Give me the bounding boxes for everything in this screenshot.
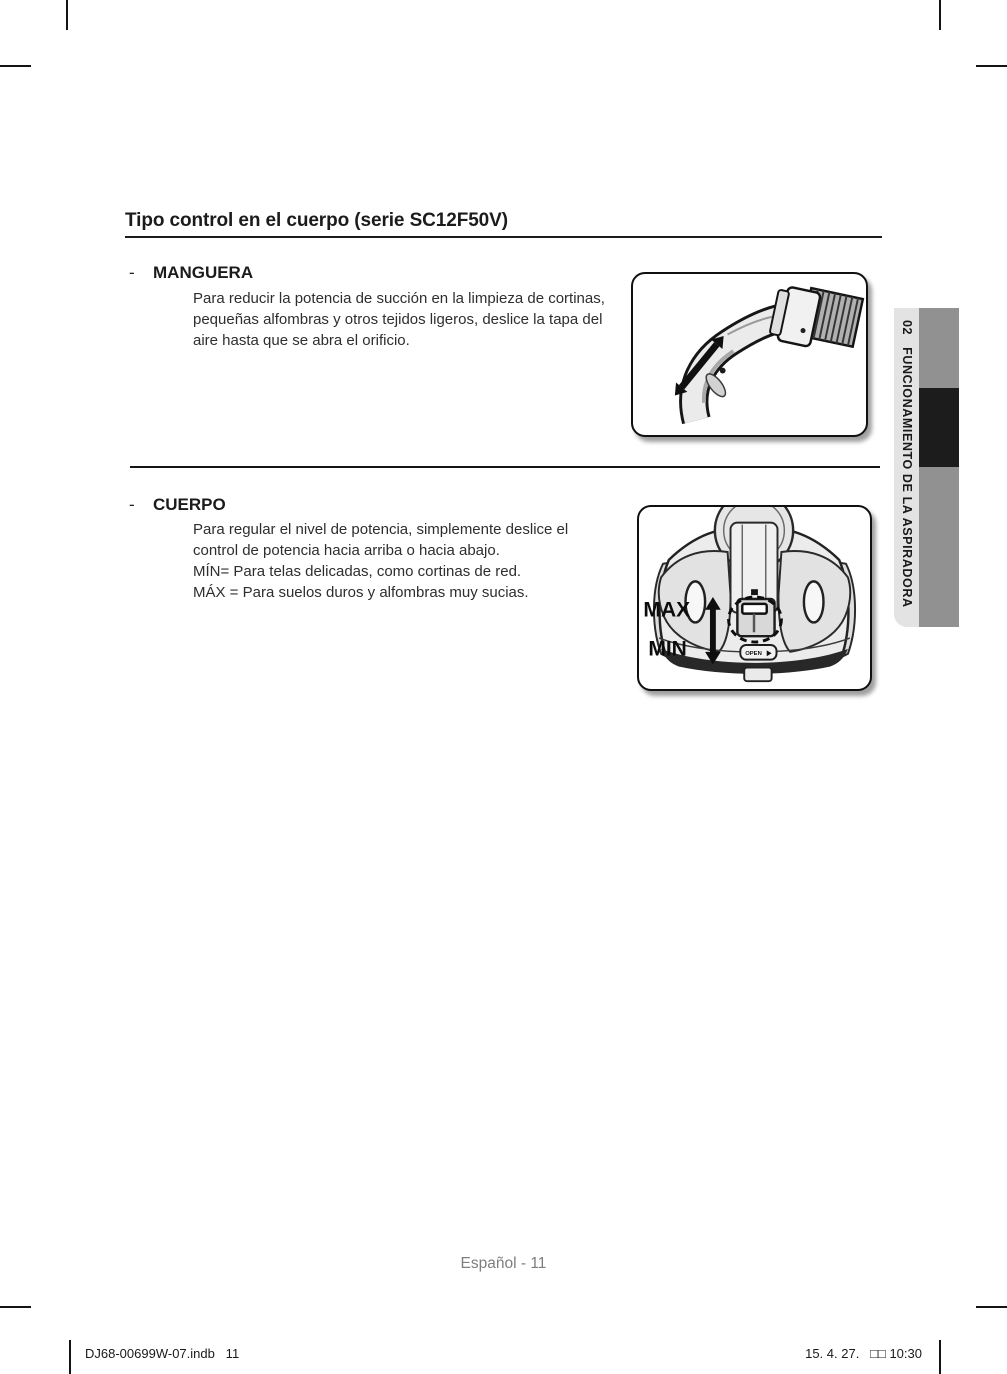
hose-figure xyxy=(631,272,868,437)
section-heading-label: CUERPO xyxy=(153,495,226,514)
bullet-dash: - xyxy=(129,495,135,514)
print-footer-right-bar xyxy=(939,1340,941,1374)
crop-mark-bottom-right-horizontal xyxy=(976,1306,1007,1308)
chapter-strip xyxy=(919,308,959,627)
crop-mark-top-right-vertical xyxy=(939,0,941,30)
crop-mark-top-left-vertical xyxy=(66,0,68,30)
chapter-strip-black-block xyxy=(919,388,959,467)
body-figure xyxy=(637,505,872,691)
section-heading-cuerpo xyxy=(129,495,226,515)
vacuum-body-illustration xyxy=(639,507,870,689)
cuerpo-min-line: MÍN= Para telas delicadas, como cortinas de red. xyxy=(193,563,522,580)
chapter-number: 02 xyxy=(900,320,914,336)
section-manguera-paragraph: Para reducir la potencia de succión en la limpieza de cortinas, pequeñas alfombras y otros tejidos ligeros, deslice la tapa del aire hasta que se abra el orificio. xyxy=(193,290,605,349)
print-timestamp-label: 15. 4. 27. □□ 10:30 xyxy=(805,1346,922,1361)
title-underline xyxy=(125,236,882,238)
print-footer-left-bar xyxy=(69,1340,71,1374)
open-latch xyxy=(740,645,776,660)
crop-mark-top-right-horizontal xyxy=(976,65,1007,67)
section-cuerpo-text xyxy=(193,519,611,603)
section-heading-manguera xyxy=(129,263,253,283)
section-heading-label: MANGUERA xyxy=(153,263,254,282)
page-title: Tipo control en el cuerpo (serie SC12F50V) xyxy=(125,210,508,231)
cuerpo-max-line: MÁX = Para suelos duros y alfombras muy sucias. xyxy=(193,584,529,601)
chapter-tab xyxy=(894,308,919,627)
section-divider xyxy=(130,466,880,468)
crop-mark-bottom-left-horizontal xyxy=(0,1306,31,1308)
power-control-slider xyxy=(737,599,774,636)
print-file-label: DJ68-00699W-07.indb 11 xyxy=(85,1346,240,1361)
hose-illustration xyxy=(633,274,866,435)
bullet-dash: - xyxy=(129,263,135,282)
cuerpo-paragraph: Para regular el nivel de potencia, simplemente deslice el control de potencia hacia arriba o hacia abajo. xyxy=(193,521,569,559)
crop-mark-top-left-horizontal xyxy=(0,65,31,67)
min-label: MIN xyxy=(648,637,687,661)
open-label: OPEN xyxy=(745,651,762,658)
chapter-title: FUNCIONAMIENTO DE LA ASPIRADORA xyxy=(900,347,914,608)
max-label: MAX xyxy=(643,598,691,622)
page-number-label: Español - 11 xyxy=(460,1255,547,1272)
